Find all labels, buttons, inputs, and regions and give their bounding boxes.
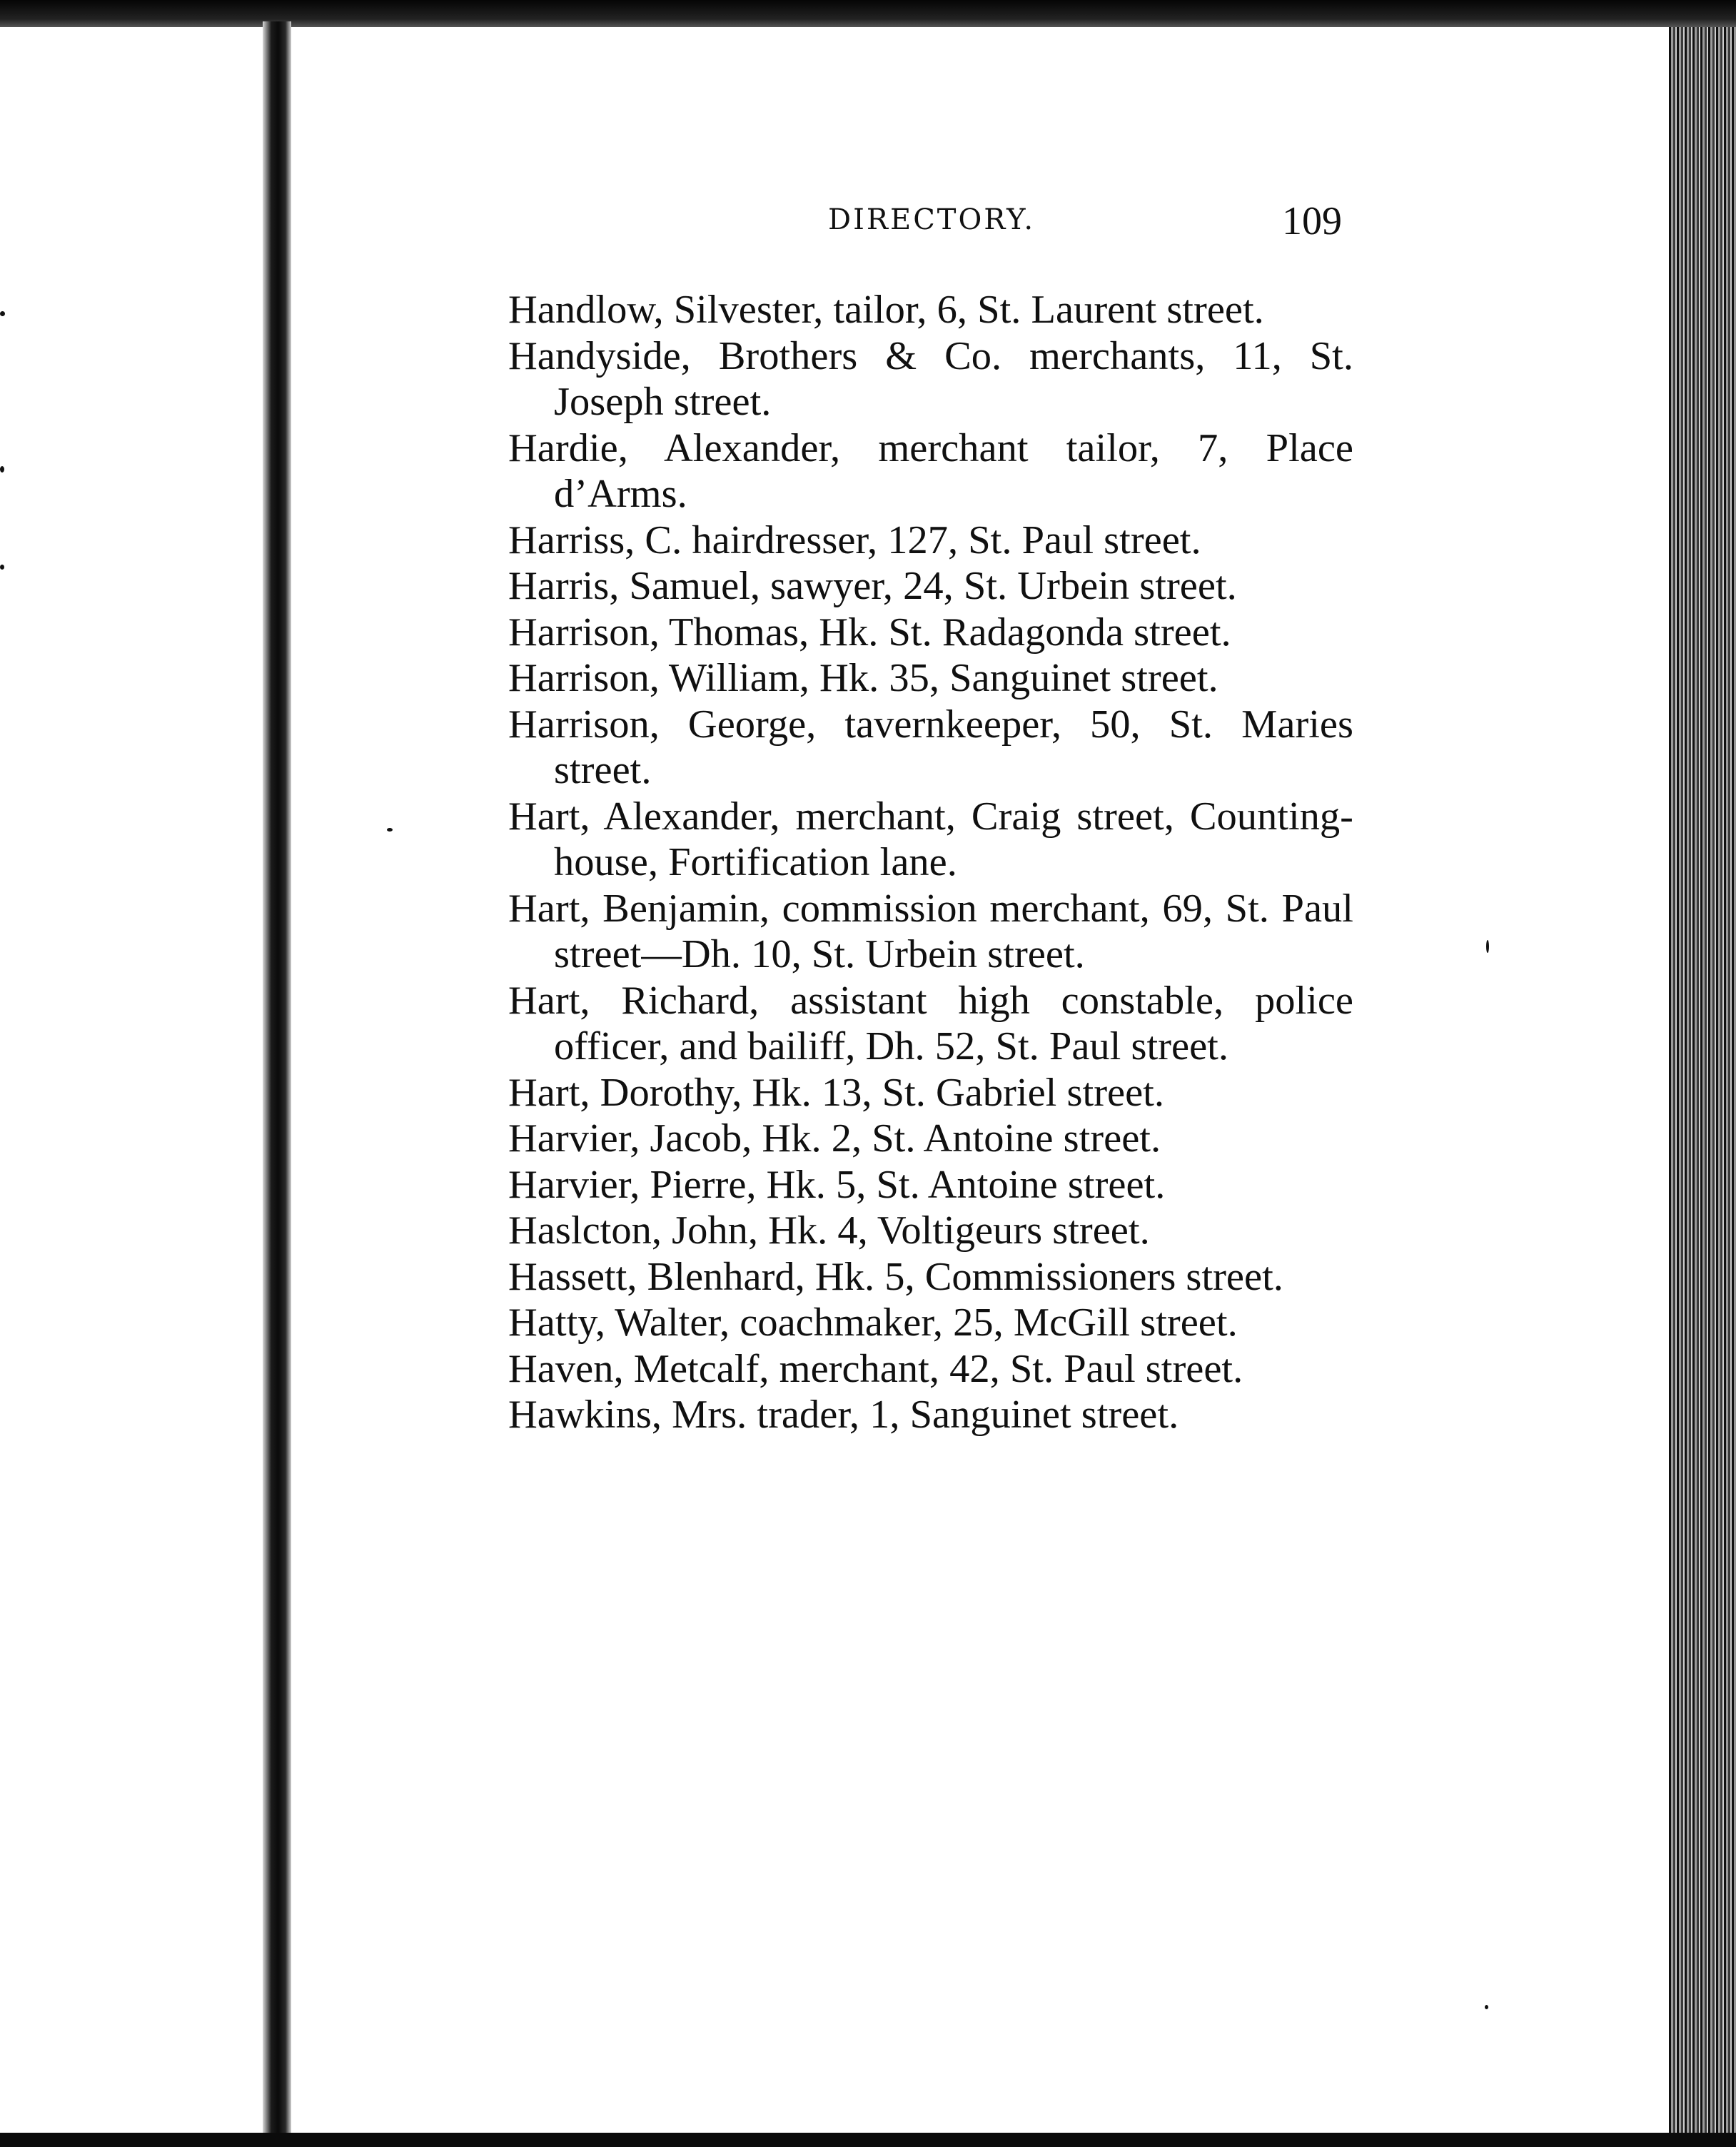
bottom-edge [0, 2133, 1736, 2147]
directory-entry: Harriss, C. hairdresser, 127, St. Paul street. [508, 517, 1201, 562]
ink-speck [0, 565, 4, 570]
directory-entry: Hart, Alexander, merchant, Craig street, Counting-house, Fortification lane. [508, 794, 1353, 884]
directory-entries [508, 287, 1353, 1438]
directory-entry: Hassett, Blenhard, Hk. 5, Commissioners street. [508, 1254, 1283, 1299]
directory-entry: Hawkins, Mrs. trader, 1, Sanguinet street. [508, 1393, 1179, 1437]
ink-speck [1486, 940, 1489, 953]
directory-entry: Haven, Metcalf, merchant, 42, St. Paul street. [508, 1346, 1243, 1391]
page-gutter [263, 21, 291, 2134]
directory-entry: Harris, Samuel, sawyer, 24, St. Urbein street. [508, 564, 1237, 608]
running-title: DIRECTORY. [828, 203, 1036, 236]
directory-entry: Hart, Dorothy, Hk. 13, St. Gabriel street. [508, 1070, 1164, 1115]
directory-entry: Harrison, George, tavernkeeper, 50, St. Maries street. [508, 702, 1353, 792]
directory-entry: Haslcton, John, Hk. 4, Voltigeurs street. [508, 1208, 1150, 1253]
directory-entry: Hardie, Alexander, merchant tailor, 7, Place d’Arms. [508, 425, 1353, 516]
page-edges [1669, 27, 1736, 2133]
page-number: 109 [1282, 199, 1342, 243]
directory-entry: Harrison, Thomas, Hk. St. Radagonda street. [508, 610, 1231, 655]
directory-entry: Hart, Benjamin, commission merchant, 69, St. Paul street—Dh. 10, St. Urbein street. [508, 886, 1353, 976]
ink-speck [0, 311, 5, 316]
directory-entry: Handyside, Brothers & Co. merchants, 11, St. Joseph street. [508, 333, 1353, 424]
directory-entry: Hatty, Walter, coachmaker, 25, McGill street. [508, 1300, 1238, 1345]
ink-speck [1485, 2005, 1488, 2009]
directory-entry: Hart, Richard, assistant high constable, police officer, and bailiff, Dh. 52, St. Paul street. [508, 978, 1353, 1069]
ink-speck [0, 466, 4, 473]
directory-entry: Harvier, Jacob, Hk. 2, St. Antoine street. [508, 1116, 1161, 1161]
directory-entry: Harvier, Pierre, Hk. 5, St. Antoine street. [508, 1162, 1166, 1207]
directory-entry: Harrison, William, Hk. 35, Sanguinet street. [508, 656, 1218, 700]
facing-page [0, 27, 263, 2133]
directory-entry: Handlow, Silvester, tailor, 6, St. Laurent street. [508, 288, 1264, 332]
top-binding-edge [0, 0, 1736, 27]
ink-speck [387, 828, 393, 832]
